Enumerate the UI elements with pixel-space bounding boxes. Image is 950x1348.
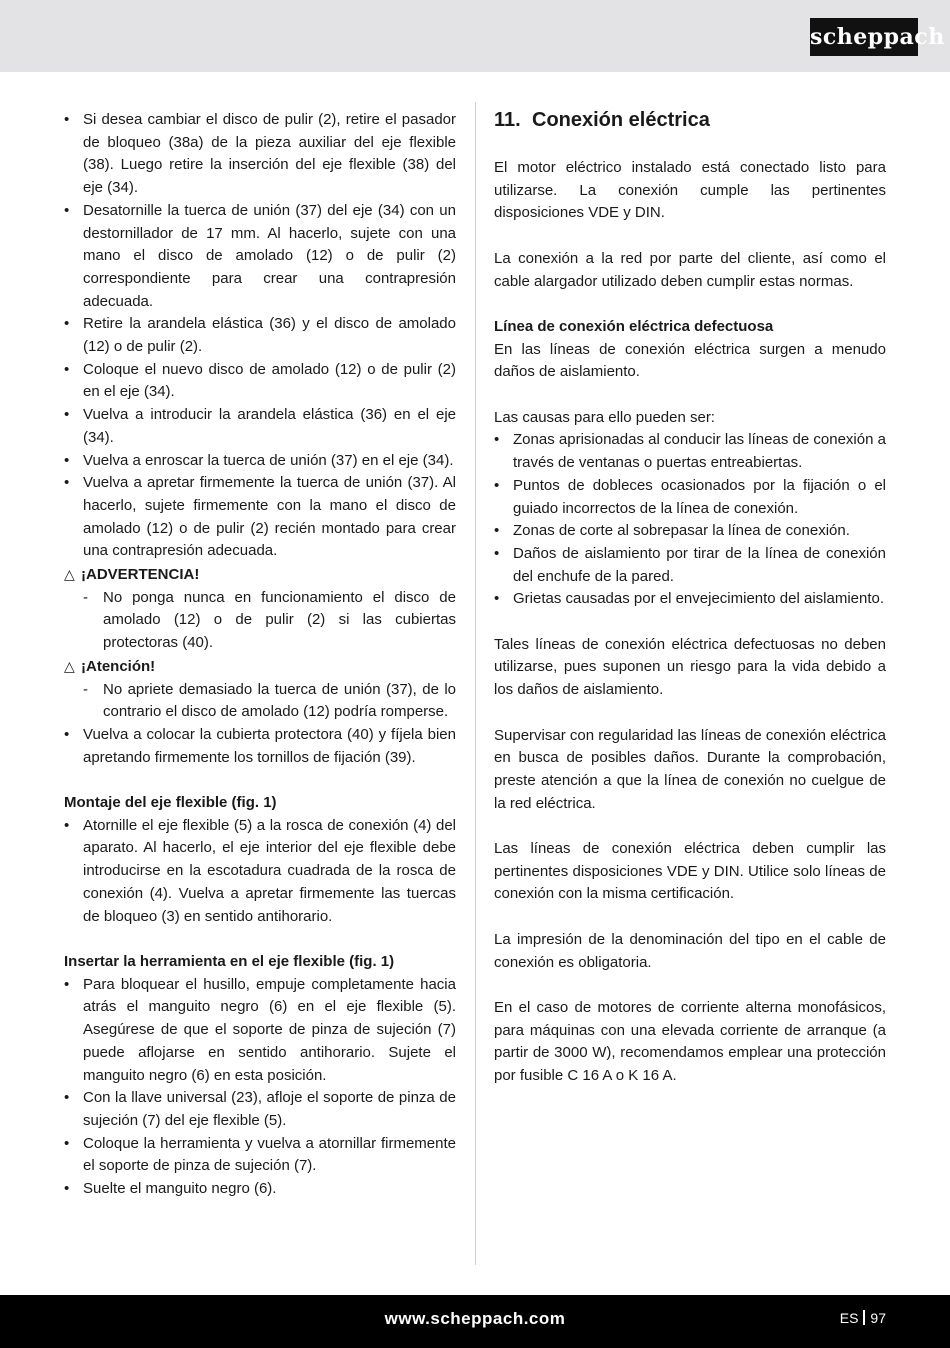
- warning-list: [64, 587, 456, 655]
- page-indicator: [840, 1310, 886, 1326]
- list-item: • Vuelva a introducir la arandela elástica (36) en el eje (34).: [64, 404, 456, 449]
- paragraph: En las líneas de conexión eléctrica surgen a menudo daños de aislamiento.: [494, 340, 886, 381]
- montaje-steps: [64, 815, 456, 929]
- montaje-heading: Montaje del eje flexible (fig. 1): [64, 794, 277, 812]
- left-column: [64, 109, 456, 1201]
- paragraph: En el caso de motores de corriente alterna monofásicos, para máquinas con una elevada corriente de arranque (a partir de 3000 W), recomendamos emplear una protección por fusible C 16 A o K 16 A.: [494, 998, 886, 1084]
- caution-heading: [64, 655, 456, 679]
- list-item: • Vuelva a enroscar la tuerca de unión (37) en el eje (34).: [64, 450, 456, 473]
- list-item: • Zonas aprisionadas al conducir las líneas de conexión a través de ventanas o puertas entreabiertas.: [494, 429, 886, 474]
- website-link[interactable]: www.scheppach.com: [384, 1309, 566, 1328]
- list-item: • Atornille el eje flexible (5) a la rosca de conexión (4) del aparato. Al hacerlo, el eje interior del eje flexible debe introducirse en la escotadura cuadrada de la rosca de conexión (4). Vuelva a apretar firmemente las tuercas de bloqueo (3) en sentido antihorario.: [64, 815, 456, 929]
- list-item: - No ponga nunca en funcionamiento el disco de amolado (12) o de pulir (2) si las cubiertas protectoras (40).: [64, 587, 456, 655]
- paragraph: El motor eléctrico instalado está conectado listo para utilizarse. La conexión cumple las pertinentes disposiciones VDE y DIN.: [494, 159, 886, 222]
- paragraph: Supervisar con regularidad las líneas de conexión eléctrica en busca de posibles daños. Durante la comprobación, preste atención a que la línea de conexión no cuelgue de la red eléctrica.: [494, 726, 886, 812]
- section-title: [494, 109, 886, 131]
- list-item: • Vuelva a colocar la cubierta protectora (40) y fíjela bien apretando firmemente los tornillos de fijación (39).: [64, 724, 456, 769]
- paragraph: La conexión a la red por parte del cliente, así como el cable alargador utilizado deben cumplir estas normas.: [494, 249, 886, 290]
- defect-heading: Línea de conexión eléctrica defectuosa: [494, 317, 774, 335]
- warning-heading: [64, 563, 456, 587]
- list-item: • Para bloquear el husillo, empuje completamente hacia atrás el manguito negro (6) en el eje flexible (5). Asegúrese de que el soporte de pinza de sujeción (7) puede aflojarse en sentido antihorario. Sujete el manguito negro (6) en esta posición.: [64, 974, 456, 1088]
- list-item: - No apriete demasiado la tuerca de unión (37), de lo contrario el disco de amolado (12) podría romperse.: [64, 679, 456, 724]
- section-title-text: Conexión eléctrica: [532, 109, 710, 131]
- right-column: [494, 109, 886, 1088]
- list-item: • Coloque el nuevo disco de amolado (12) o de pulir (2) en el eje (34).: [64, 359, 456, 404]
- insertar-heading: Insertar la herramienta en el eje flexible (fig. 1): [64, 952, 395, 970]
- list-item: • Con la llave universal (23), afloje el soporte de pinza de sujeción (7) del eje flexible (5).: [64, 1087, 456, 1132]
- footer: [0, 1295, 950, 1348]
- paragraph: Las causas para ello pueden ser:: [494, 408, 715, 426]
- paragraph: La impresión de la denominación del tipo en el cable de conexión es obligatoria.: [494, 930, 886, 971]
- list-item: • Daños de aislamiento por tirar de la línea de conexión del enchufe de la pared.: [494, 543, 886, 588]
- list-item: • Si desea cambiar el disco de pulir (2), retire el pasador de bloqueo (38a) de la pieza auxiliar del eje flexible (38). Luego retire la inserción del eje flexible (38) del eje (34).: [64, 109, 456, 200]
- warning-triangle-icon: △: [64, 566, 75, 583]
- list-item: • Grietas causadas por el envejecimiento del aislamiento.: [494, 588, 886, 611]
- section-number: 11.: [494, 109, 521, 131]
- list-item: • Vuelva a apretar firmemente la tuerca de unión (37). Al hacerlo, sujete firmemente con la mano el disco de amolado (12) o de pulir (2) recién montado para crear una contrapresión adecuada.: [64, 472, 456, 563]
- list-item: • Suelte el manguito negro (6).: [64, 1178, 456, 1201]
- list-item: • Zonas de corte al sobrepasar la línea de conexión.: [494, 520, 886, 543]
- paragraph: Las líneas de conexión eléctrica deben cumplir las pertinentes disposiciones VDE y DIN. Utilice solo líneas de conexión con la misma certificación.: [494, 840, 886, 903]
- header-band: [0, 0, 950, 72]
- disc-change-steps: [64, 109, 456, 563]
- list-item: • Puntos de dobleces ocasionados por la fijación o el guiado incorrectos de la línea de conexión.: [494, 475, 886, 520]
- language-code: ES: [839, 1310, 859, 1326]
- separator: [863, 1310, 865, 1325]
- page-number: 97: [870, 1310, 886, 1326]
- list-item: • Desatornille la tuerca de unión (37) del eje (34) con un destornillador de 17 mm. Al hacerlo, sujete con una mano el disco de amolado (12) o de pulir (2) correspondiente para crear una contrapresión adecuada.: [64, 200, 456, 314]
- brand-logo: scheppach: [810, 18, 918, 56]
- cover-steps: [64, 724, 456, 769]
- list-item: • Retire la arandela elástica (36) y el disco de amolado (12) o de pulir (2).: [64, 313, 456, 358]
- insertar-steps: [64, 974, 456, 1201]
- warning-triangle-icon: △: [64, 657, 75, 674]
- caution-title: ¡Atención!: [81, 657, 156, 675]
- causes-list: [494, 429, 886, 611]
- column-divider: [475, 102, 476, 1265]
- warning-title: ¡ADVERTENCIA!: [81, 566, 200, 584]
- caution-list: [64, 679, 456, 724]
- list-item: • Coloque la herramienta y vuelva a atornillar firmemente el soporte de pinza de sujeción (7).: [64, 1133, 456, 1178]
- paragraph: Tales líneas de conexión eléctrica defectuosas no deben utilizarse, pues suponen un riesgo para la vida debido a los daños de aislamiento.: [494, 635, 886, 699]
